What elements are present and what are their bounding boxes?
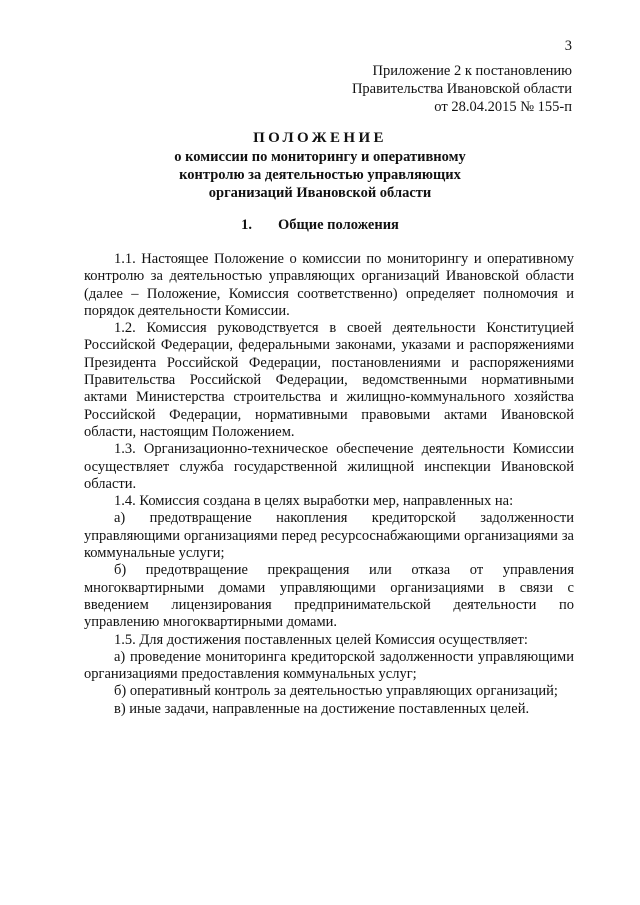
document-title: ПОЛОЖЕНИЕ — [253, 130, 387, 146]
section-number: 1. — [241, 217, 252, 233]
paragraph-1-4: 1.4. Комиссия создана в целях выработки мер, направленных на: — [114, 493, 514, 510]
document-body — [84, 251, 574, 718]
approval-block — [352, 62, 572, 116]
approval-line-3: от 28.04.2015 № 155-п — [434, 99, 572, 115]
paragraph-1-3: 1.3. Организационно-техническое обеспечение деятельности Комиссии осуществляет служба государственной жилищной инспекции Ивановской области. — [84, 441, 574, 492]
title-block — [0, 128, 640, 202]
paragraph-1-2: 1.2. Комиссия руководствуется в своей деятельности Конституцией Российской Федерации, федеральными законами, указами и распоряжениями Президента Российской Федерации, постановлениями и распоряжениями Правительства Российской Федерации, ведомственными нормативными актами Министерства строительства и жилищно-коммунального хозяйства Российской Федерации, нормативными правовыми актами Ивановской области, настоящим Положением. — [84, 320, 574, 440]
paragraph-1-5: 1.5. Для достижения поставленных целей Комиссия осуществляет: — [114, 631, 528, 648]
approval-line-2: Правительства Ивановской области — [351, 81, 572, 97]
section-title: Общие положения — [277, 217, 399, 233]
paragraph-1-4-b: б) предотвращение прекращения или отказа от управления многоквартирными домами управляющими организациями в связи с введением лицензирования предпринимательской деятельности по управлению многоквартирными домами. — [84, 562, 574, 631]
approval-line-1: Приложение 2 к постановлению — [372, 63, 572, 79]
paragraph-1-5-c: в) иные задачи, направленные на достижение поставленных целей. — [114, 700, 530, 717]
page-number: 3 — [564, 38, 572, 54]
paragraph-1-4-a: а) предотвращение накопления кредиторской задолженности управляющими организациями перед ресурсоснабжающими организациями за коммунальные услуги; — [84, 510, 574, 562]
section-heading — [0, 217, 640, 234]
document-subtitle-line-1: о комиссии по мониторингу и оперативному — [174, 149, 466, 165]
paragraph-1-5-b: б) оперативный контроль за деятельностью управляющих организаций; — [114, 683, 558, 700]
document-subtitle-line-2: контролю за деятельностью управляющих — [179, 167, 461, 183]
paragraph-1-1: 1.1. Настоящее Положение о комиссии по мониторингу и оперативному контролю за деятельностью управляющих организаций Ивановской области (далее – Положение, Комиссия соответственно) определяет полномочия и порядок деятельности Комиссии. — [84, 251, 574, 319]
paragraph-1-5-a: а) проведение мониторинга кредиторской задолженности управляющими организациями предоставления коммунальных услуг; — [84, 648, 574, 683]
document-subtitle-line-3: организаций Ивановской области — [208, 185, 432, 201]
